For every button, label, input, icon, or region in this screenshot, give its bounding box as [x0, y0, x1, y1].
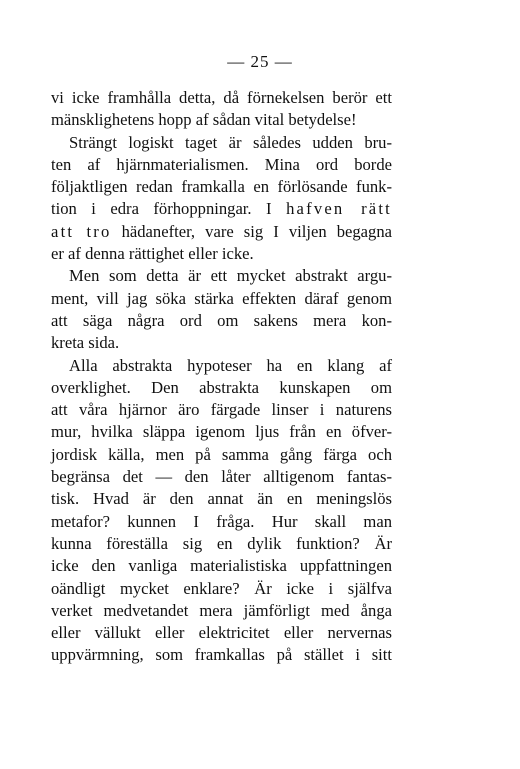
body-text: [51, 87, 392, 667]
text-line: Men som detta är ett mycket abstrakt argu-: [69, 266, 392, 286]
text-line: Strängt logiskt taget är således udden bru-: [69, 132, 392, 152]
spaced-emphasis: hafven rätt: [286, 199, 392, 219]
text-line: uppvärmning, som framkallas på stället i sitt: [51, 645, 392, 665]
text-line: oändligt mycket enklare? Är icke i själfva: [51, 578, 392, 598]
text-line: er af denna rättighet eller icke.: [51, 244, 254, 264]
text-line: kunna föreställa sig en dylik funktion? Är: [51, 533, 392, 553]
text-line: mänsklighetens hopp af sådan vital betydelse!: [51, 110, 357, 130]
text-line: att säga några ord om sakens mera kon-: [51, 310, 392, 330]
text-line: följaktligen redan framkalla en förlösande funk-: [51, 177, 392, 197]
text-line: ment, vill jag söka stärka effekten däraf genom: [51, 288, 392, 308]
text-line: overklighet. Den abstrakta kunskapen om: [51, 377, 392, 397]
text-line-with-spaced: [51, 221, 392, 243]
text-line: verket medvetandet mera jämförligt med ånga: [51, 600, 392, 620]
text-line: icke den vanliga materialistiska uppfattningen: [51, 556, 392, 576]
page-number: — 25 —: [227, 52, 293, 71]
text-line: vi icke framhålla detta, då förnekelsen berör ett: [51, 88, 392, 107]
text-line-with-spaced: [51, 198, 392, 220]
text-line: Alla abstrakta hypoteser ha en klang af: [69, 355, 392, 375]
text-line: eller vällukt eller elektricitet eller nervernas: [51, 623, 392, 643]
text-line: begränsa det — den låter alltigenom fantas-: [51, 467, 392, 487]
spaced-emphasis: att tro: [51, 221, 112, 241]
text-line: ten af hjärnmaterialismen. Mina ord borde: [51, 154, 392, 174]
text-line: kreta sida.: [51, 333, 120, 353]
text-line: tisk. Hvad är den annat än en meningslös: [51, 489, 392, 509]
text-line: mur, hvilka släppa igenom ljus från en öfver-: [51, 422, 392, 442]
text-line: jordisk källa, men på samma gång färga och: [51, 444, 392, 464]
text-line: metafor? kunnen I fråga. Hur skall man: [51, 511, 392, 531]
text-fragment: hädanefter, vare sig I viljen begagna: [121, 221, 392, 241]
text-fragment: tion i edra förhoppningar. I: [51, 199, 272, 219]
text-line: att våra hjärnor äro färgade linser i naturens: [51, 400, 392, 420]
